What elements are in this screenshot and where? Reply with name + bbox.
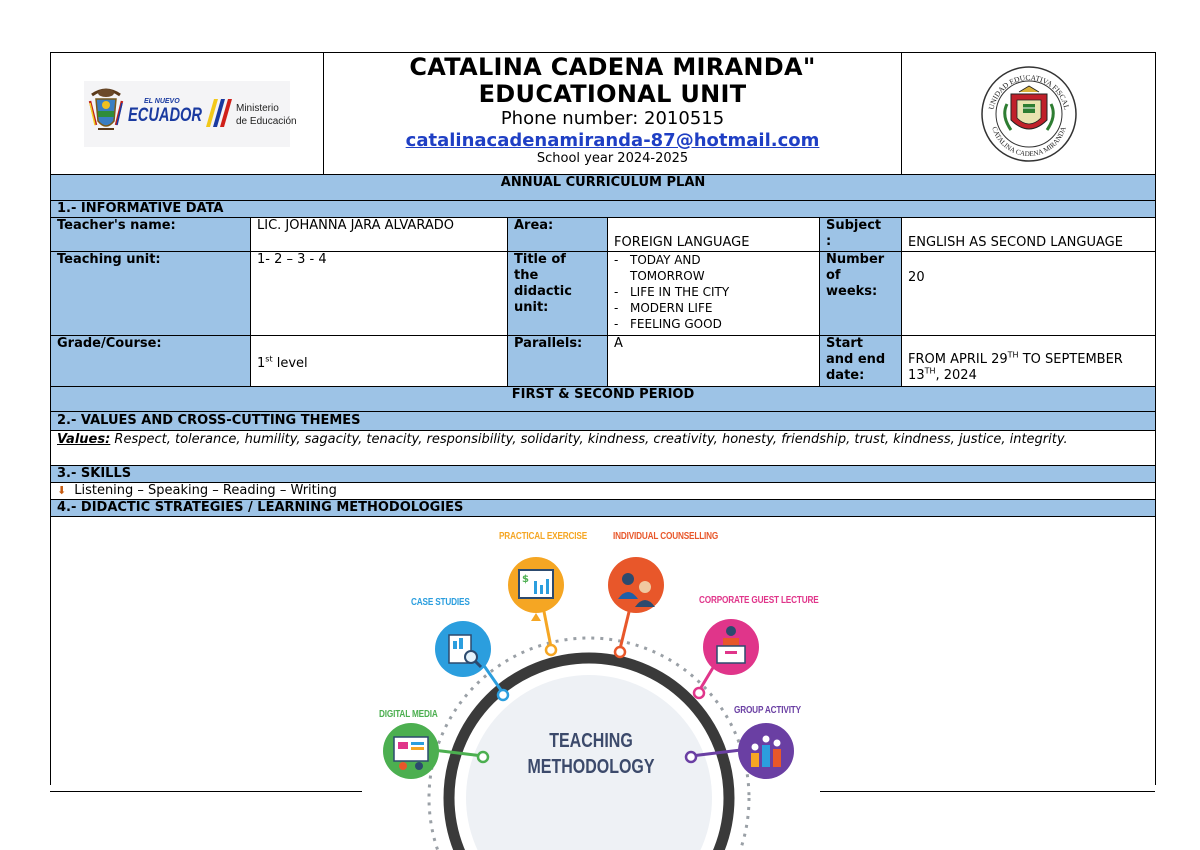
weeks-value: 20 xyxy=(902,252,1156,336)
list-item: - MODERN LIFE xyxy=(614,301,713,315)
values-title-row xyxy=(51,412,1156,431)
strategies-section-title: 4.- DIDACTIC STRATEGIES / LEARNING METHODOLOGIES xyxy=(51,500,1156,517)
school-seal-cell xyxy=(902,53,1156,175)
ministry-logo xyxy=(84,81,297,147)
school-seal-logo xyxy=(979,64,1079,164)
corporate-guest-lecture-label: CORPORATE GUEST LECTURE xyxy=(699,595,819,606)
plan-title-row xyxy=(51,175,1156,201)
values-text-cell xyxy=(51,431,1156,466)
grade-value: 1st level xyxy=(251,336,508,387)
diagram-title-line2: METHODOLOGY xyxy=(527,755,655,778)
parallels-value: A xyxy=(608,336,820,387)
svg-text:UNIDAD EDUCATIVA FISCAL: UNIDAD EDUCATIVA FISCAL xyxy=(986,72,1071,110)
strategies-title-row xyxy=(51,500,1156,517)
school-header-cell xyxy=(324,53,902,175)
list-item: - LIFE IN THE CITY xyxy=(614,285,730,299)
didactic-title-label: Title of the didactic unit: xyxy=(508,252,608,336)
period-title: FIRST & SECOND PERIOD xyxy=(51,387,1156,412)
list-item: - TODAY AND xyxy=(614,253,701,267)
area-value: FOREIGN LANGUAGE xyxy=(608,218,820,252)
grade-label: Grade/Course: xyxy=(51,336,251,387)
parallels-label: Parallels: xyxy=(508,336,608,387)
svg-text:EL NUEVO: EL NUEVO xyxy=(144,97,180,105)
area-label: Area: xyxy=(508,218,608,252)
chart-board-icon xyxy=(508,557,564,621)
informative-title-row xyxy=(51,201,1156,218)
unit-value: 1- 2 – 3 - 4 xyxy=(251,252,508,336)
skills-text-cell xyxy=(51,483,1156,500)
subject-label: Subject : xyxy=(820,218,902,252)
informative-section-title: 1.- INFORMATIVE DATA xyxy=(51,201,1156,218)
skills-row xyxy=(51,483,1156,500)
diagram-row xyxy=(51,517,1156,786)
svg-text:$: $ xyxy=(522,574,529,585)
svg-text:CATALINA CADENA MIRANDA: CATALINA CADENA MIRANDA xyxy=(989,125,1068,158)
svg-text:Ministerio: Ministerio xyxy=(236,102,279,114)
values-section-title: 2.- VALUES AND CROSS-CUTTING THEMES xyxy=(51,412,1156,431)
lecturer-podium-icon xyxy=(703,619,759,675)
subject-value: ENGLISH AS SECOND LANGUAGE xyxy=(902,218,1156,252)
digital-screen-icon xyxy=(383,723,439,779)
list-item: - FEELING GOOD xyxy=(614,317,722,331)
school-phone: Phone number: 2010515 xyxy=(500,108,725,129)
school-year: School year 2024-2025 xyxy=(536,151,689,166)
ministry-logo-cell xyxy=(51,53,324,175)
down-arrow-bullet-icon: ⬇ xyxy=(57,484,67,497)
diagram-title-line1: TEACHING xyxy=(549,729,633,752)
group-people-icon xyxy=(738,723,794,779)
teaching-methodology-diagram xyxy=(51,517,1156,785)
didactic-units-list xyxy=(614,252,813,332)
curriculum-plan-page xyxy=(50,52,1155,792)
skills-section-title: 3.- SKILLS xyxy=(51,466,1156,483)
didactic-units-list-cell xyxy=(608,252,820,336)
unit-row xyxy=(51,252,1156,336)
svg-text:ECUADOR: ECUADOR xyxy=(128,104,203,126)
teacher-value: LIC. JOHANNA JARA ALVARADO xyxy=(251,218,508,252)
teaching-methodology-diagram-cell xyxy=(51,517,1156,786)
individual-counselling-label: INDIVIDUAL COUNSELLING xyxy=(613,531,719,542)
document-magnifier-icon xyxy=(435,621,491,677)
skills-text: Listening – Speaking – Reading – Writing xyxy=(74,483,337,498)
unit-label: Teaching unit: xyxy=(51,252,251,336)
grade-row xyxy=(51,336,1156,387)
curriculum-plan-table xyxy=(50,52,1156,785)
people-talking-icon xyxy=(608,557,664,613)
date-value: FROM APRIL 29TH TO SEPTEMBER 13TH, 2024 xyxy=(902,336,1156,387)
bottom-border-left xyxy=(50,791,362,792)
list-item: TOMORROW xyxy=(630,269,705,283)
date-label: Start and end date: xyxy=(820,336,902,387)
practical-exercise-label: PRACTICAL EXERCISE xyxy=(499,531,588,542)
teacher-row xyxy=(51,218,1156,252)
values-label: Values: xyxy=(57,432,111,447)
values-text: Respect, tolerance, humility, sagacity, tenacity, responsibility, solidarity, kindness, creativity, honesty, friendship, trust, kindness, justice, integrity. xyxy=(110,432,1068,447)
skills-title-row xyxy=(51,466,1156,483)
svg-text:de Educación: de Educación xyxy=(236,115,297,127)
weeks-label: Number of weeks: xyxy=(820,252,902,336)
case-studies-label: CASE STUDIES xyxy=(411,597,470,608)
header-row xyxy=(51,53,1156,175)
bottom-border-right xyxy=(820,791,1155,792)
period-title-row xyxy=(51,387,1156,412)
school-email-link[interactable]: catalinacadenamiranda-87@hotmail.com xyxy=(405,130,820,151)
teacher-label: Teacher's name: xyxy=(51,218,251,252)
digital-media-label: DIGITAL MEDIA xyxy=(379,709,438,720)
school-name: CATALINA CADENA MIRANDA" EDUCATIONAL UNIT xyxy=(409,53,816,108)
group-activity-label: GROUP ACTIVITY xyxy=(734,705,801,716)
values-row xyxy=(51,431,1156,466)
plan-title: ANNUAL CURRICULUM PLAN xyxy=(51,175,1156,201)
